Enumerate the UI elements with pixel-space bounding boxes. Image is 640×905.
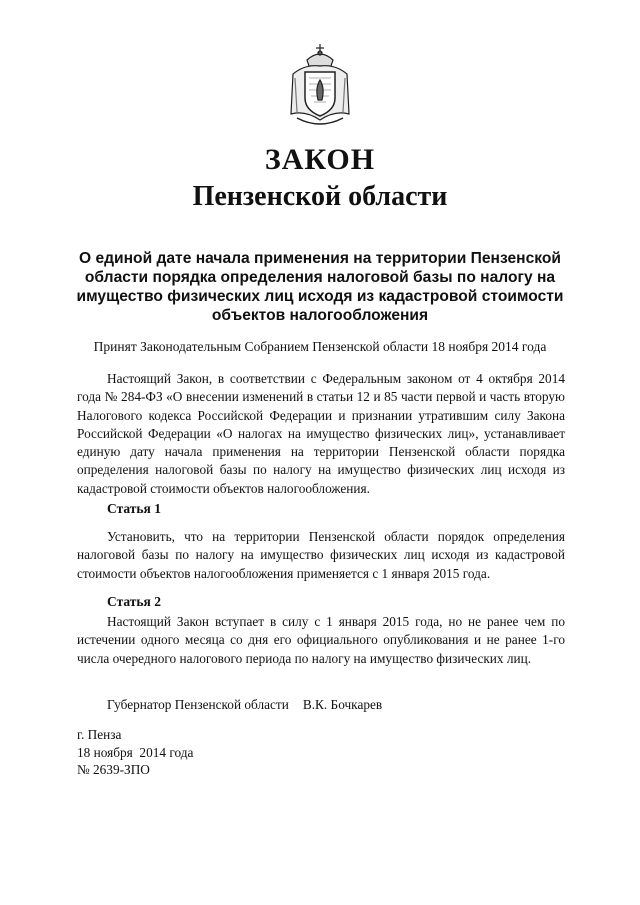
signing-date: 18 ноября 2014 года <box>77 744 194 760</box>
document-footer <box>77 726 193 779</box>
document-type: ЗАКОН <box>264 143 376 176</box>
law-subject-line: О единой дате начала применения на территории Пензенской <box>79 250 561 267</box>
document-issuer: Пензенской области <box>192 181 448 212</box>
law-subject-line: имущество физических лиц исходя из кадастровой стоимости <box>76 288 564 305</box>
article-1-heading: Статья 1 <box>107 501 161 516</box>
penza-coat-of-arms-icon <box>285 40 355 126</box>
article-2-text: Настоящий Закон вступает в силу с 1 января 2015 года, но не ранее чем по истечении одного месяца со дня его официального опубликования и не ранее 1-го числа очередного налогового периода по налогу на имущество физических лиц. <box>77 614 565 666</box>
preamble-paragraph: Настоящий Закон, в соответствии с Федеральным законом от 4 октября 2014 года № 284-ФЗ «О внесении изменений в статьи 12 и 85 части первой и часть вторую Налогового кодекса Российской Федерации и признании утратившим силу Закона Российской Федерации «О налогах на имущество физических лиц», устанавливает единую дату начала применения на территории Пензенской области порядка определения налоговой базы по налогу на имущество физических лиц исходя из кадастровой стоимости объектов налогообложения. <box>77 371 565 496</box>
adoption-note: Принят Законодательным Собранием Пензенской области 18 ноября 2014 года <box>93 339 547 354</box>
law-number: № 2639-ЗПО <box>77 762 150 777</box>
law-subject-line: области порядка определения налоговой базы по налогу на <box>84 269 556 286</box>
signing-city: г. Пенза <box>77 727 122 742</box>
law-subject-line: объектов налогообложения <box>211 307 429 324</box>
signatory-name: В.К. Бочкарев <box>302 697 383 712</box>
article-2-heading: Статья 2 <box>107 594 161 609</box>
law-subject <box>70 249 570 325</box>
signatory-position: Губернатор Пензенской области <box>107 697 289 712</box>
signature-block <box>107 697 382 713</box>
article-1-text: Установить, что на территории Пензенской области порядок определения налоговой базы по налогу на имущество физических лиц исходя из кадастровой стоимости объектов налогообложения применяется с 1 января 2015 года. <box>77 529 565 581</box>
